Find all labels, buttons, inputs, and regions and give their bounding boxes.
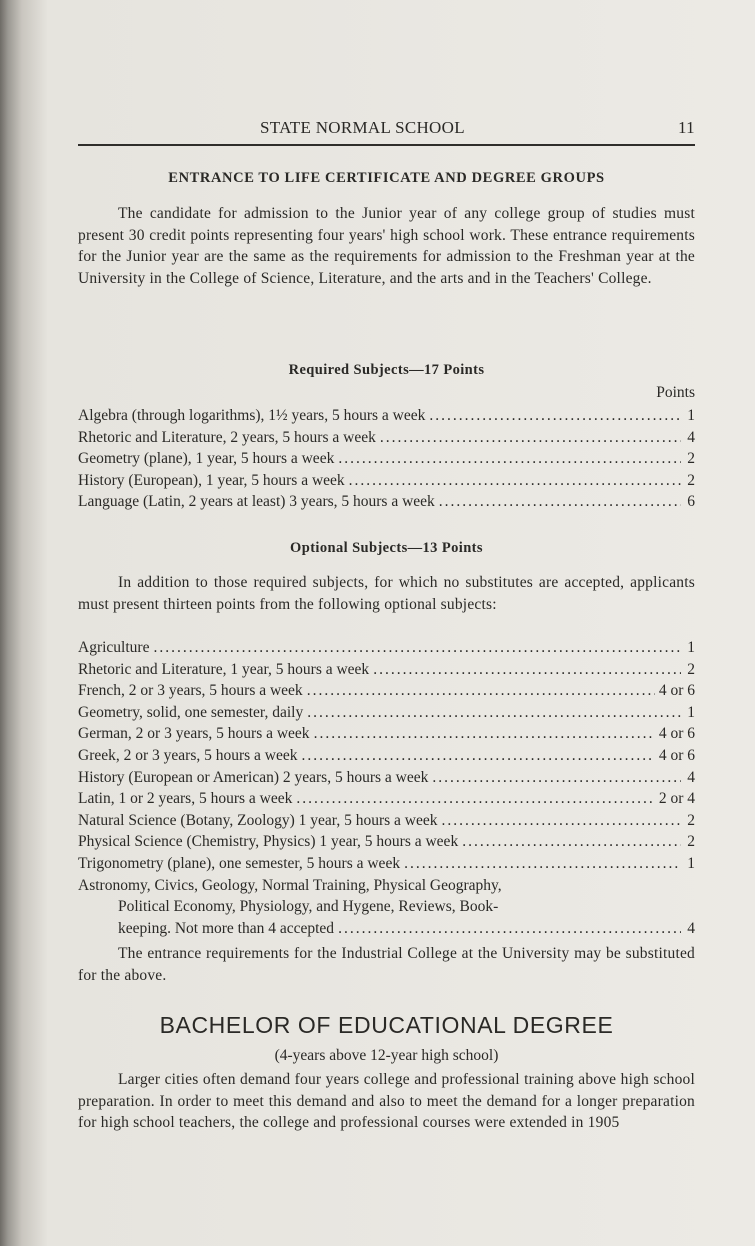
list-item-continuation [78, 918, 695, 940]
list-item [78, 788, 695, 810]
list-item [78, 875, 695, 897]
entrance-heading: ENTRANCE TO LIFE CERTIFICATE AND DEGREE GROUPS [168, 170, 605, 186]
industrial-note: The entrance requirements for the Industrial College at the University may be substituted for the above. [78, 945, 695, 984]
subject-points: 4 [687, 428, 695, 446]
subject-label: Physical Science (Chemistry, Physics) 1 year, 5 hours a week [78, 833, 459, 851]
header-title: STATE NORMAL SCHOOL [260, 118, 465, 137]
entrance-paragraph: The candidate for admission to the Junior year of any college group of studies must present 30 credit points representing four years' high school work. These entrance requirements for the Junior year are the same as the requirements for admission to the Freshman year at the University in the College of Science, Literature, and the arts and in the Teachers' College. [78, 205, 695, 287]
list-item [78, 405, 695, 427]
list-item [78, 810, 695, 832]
subject-points: 2 [687, 833, 695, 851]
list-item [78, 831, 695, 853]
subject-label: Trigonometry (plane), one semester, 5 hours a week [78, 854, 401, 872]
subject-points: 4 [687, 768, 695, 786]
page-number: 11 [678, 118, 695, 137]
list-item [78, 427, 695, 449]
subject-label: Geometry (plane), 1 year, 5 hours a week [78, 450, 335, 468]
subject-label: Rhetoric and Literature, 2 years, 5 hours a week [78, 428, 376, 446]
optional-subjects-list [78, 637, 695, 939]
running-header [78, 118, 695, 146]
subject-points: 4 or 6 [658, 682, 695, 700]
subject-label: Greek, 2 or 3 years, 5 hours a week [78, 746, 298, 764]
subject-label: French, 2 or 3 years, 5 hours a week [78, 682, 303, 700]
optional-heading: Optional Subjects—13 Points [290, 540, 483, 556]
subject-points: 2 [687, 471, 695, 489]
subject-points: 1 [687, 703, 695, 721]
optional-intro: In addition to those required subjects, for which no substitutes are accepted, applicants must present thirteen points from the following optional subjects: [78, 574, 695, 613]
subject-points: 4 or 6 [658, 725, 695, 743]
subject-points: 2 [687, 450, 695, 468]
subject-points: 1 [687, 639, 695, 656]
bachelor-heading: BACHELOR OF EDUCATIONAL DEGREE [159, 1012, 614, 1038]
subject-label: keeping. Not more than 4 accepted [118, 919, 335, 937]
subject-label: Language (Latin, 2 years at least) 3 years, 5 hours a week [78, 493, 435, 511]
list-item [78, 680, 695, 702]
required-heading: Required Subjects—17 Points [288, 362, 485, 378]
list-item [78, 853, 695, 875]
list-item [78, 491, 695, 513]
subject-label: Geometry, solid, one semester, daily [78, 703, 304, 721]
list-item [78, 659, 695, 681]
subject-points: 1 [687, 854, 695, 872]
list-item [78, 702, 695, 724]
list-item [78, 723, 695, 745]
list-item [78, 745, 695, 767]
bachelor-subtitle: (4-years above 12-year high school) [274, 1047, 499, 1064]
list-item [78, 470, 695, 492]
subject-points: 4 or 6 [658, 746, 695, 764]
subject-label: Natural Science (Botany, Zoology) 1 year, 5 hours a week [78, 811, 438, 829]
list-item-continuation [78, 896, 695, 918]
bachelor-paragraph: Larger cities often demand four years college and professional training above high school preparation. In order to meet this demand and also to meet the demand for a longer preparation for high school teachers, the college and professional courses were extended in 1905 [78, 1071, 695, 1131]
subject-label: Algebra (through logarithms), 1½ years, 5 hours a week [78, 407, 426, 424]
subject-label: German, 2 or 3 years, 5 hours a week [78, 725, 310, 743]
points-column-label: Points [656, 384, 695, 401]
subject-label: Political Economy, Physiology, and Hygene, Reviews, Book- [118, 898, 499, 916]
subject-points: 4 [687, 919, 695, 937]
list-item [78, 637, 695, 659]
subject-label: History (European), 1 year, 5 hours a week [78, 471, 345, 489]
subject-points: 6 [687, 493, 695, 511]
subject-points: 2 [687, 811, 695, 829]
subject-label: Agriculture [78, 639, 150, 656]
subject-label: Latin, 1 or 2 years, 5 hours a week [78, 790, 293, 808]
list-item [78, 448, 695, 470]
subject-points: 2 [687, 660, 695, 678]
subject-points: 2 or 4 [658, 790, 695, 808]
required-subjects-list [78, 405, 695, 513]
subject-points: 1 [687, 407, 695, 424]
subject-label: History (European or American) 2 years, 5 hours a week [78, 768, 429, 786]
subject-label: Astronomy, Civics, Geology, Normal Training, Physical Geography, [78, 876, 502, 894]
subject-label: Rhetoric and Literature, 1 year, 5 hours a week [78, 660, 370, 678]
list-item [78, 767, 695, 789]
